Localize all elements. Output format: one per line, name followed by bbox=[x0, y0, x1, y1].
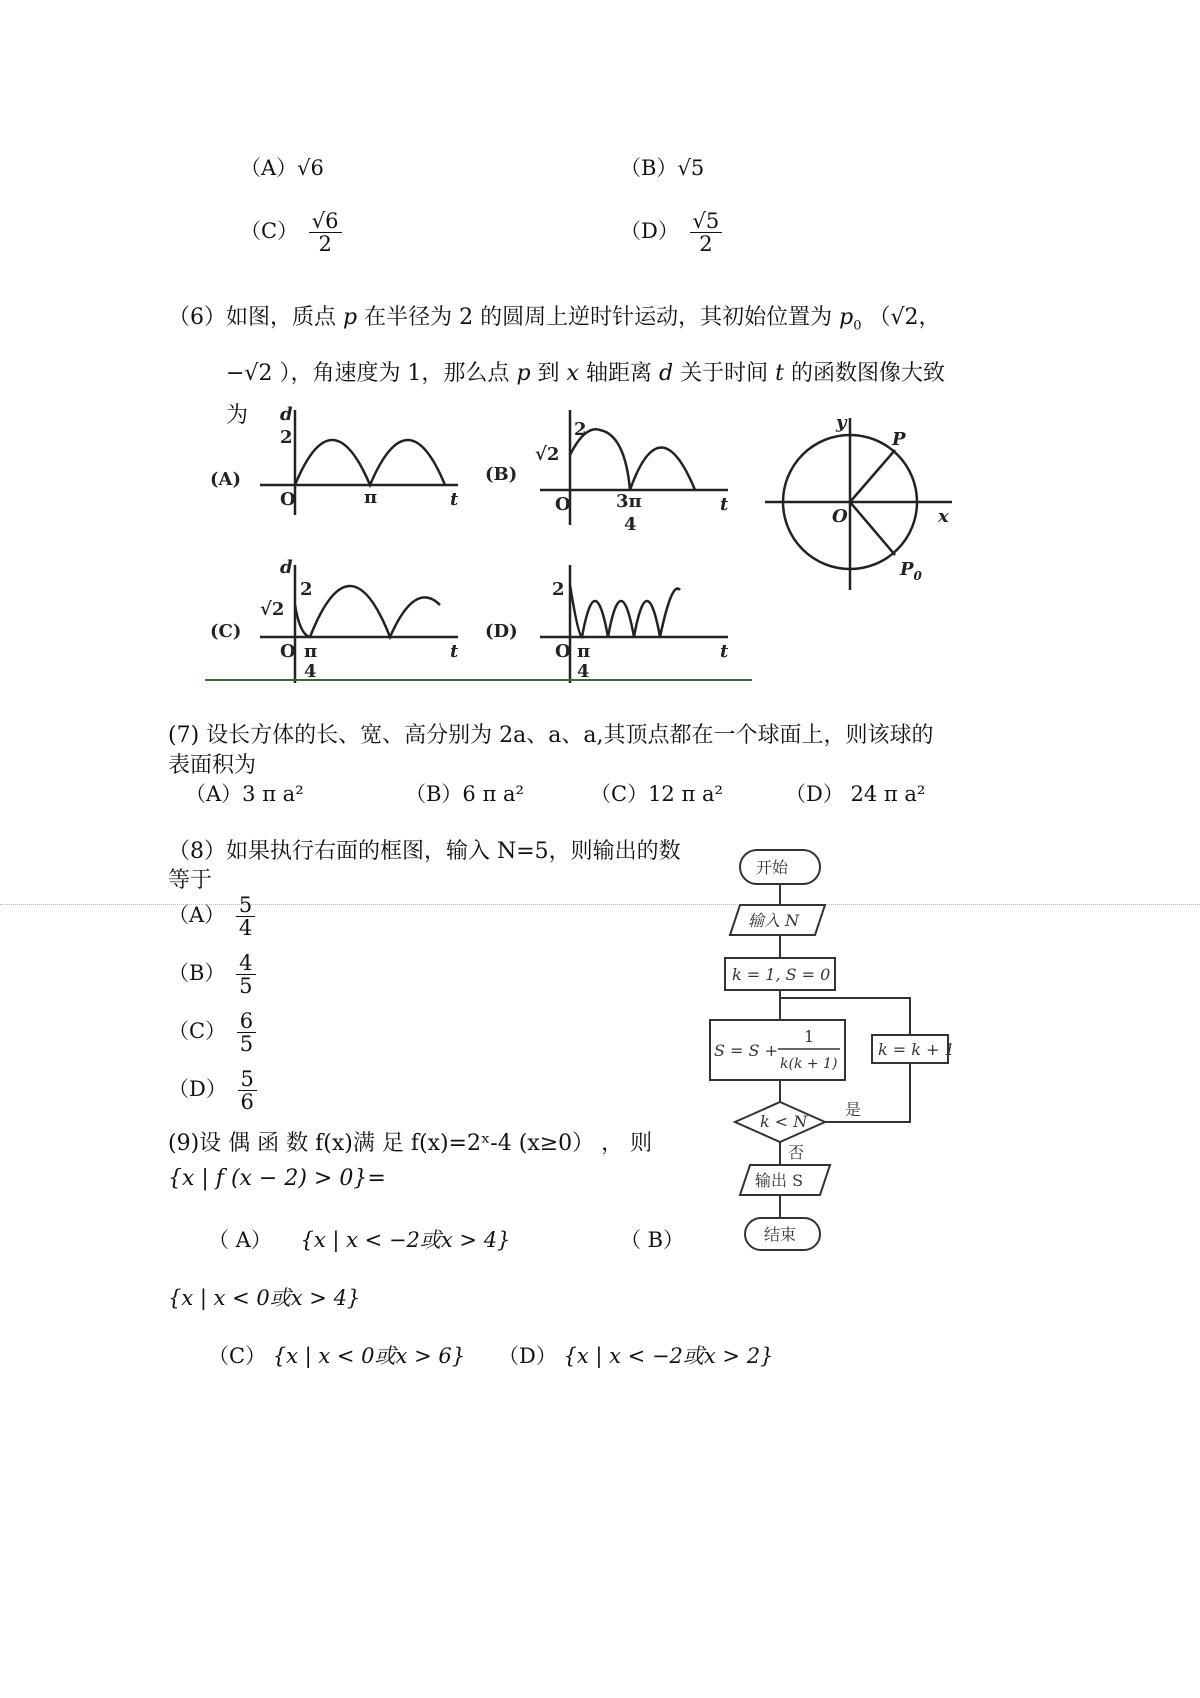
graph-c-d: d bbox=[280, 557, 293, 578]
q8-line1: （8）如果执行右面的框图，输入 N=5，则输出的数 bbox=[168, 839, 681, 864]
q5-option-a: （A）√6 bbox=[240, 156, 324, 180]
q8-line2: 等于 bbox=[168, 868, 213, 893]
flow-assign-num: 1 bbox=[804, 1027, 815, 1046]
circle-p-label: P bbox=[892, 429, 906, 450]
flow-input-text: 输入 N bbox=[748, 911, 800, 930]
graph-b-2: 2 bbox=[574, 419, 587, 440]
flow-cond-text: k < N bbox=[760, 1112, 808, 1131]
q6-line2: −√2 ），角速度为 1，那么点 p 到 x 轴距离 d 关于时间 t 的函数图像大致 bbox=[226, 361, 945, 386]
flow-start-text: 开始 bbox=[756, 858, 789, 877]
q8-option-d: （D） $\frac{5}{6}$ bbox=[168, 1068, 257, 1113]
q6-line3: 为 bbox=[226, 403, 249, 428]
q7-line1: (7) 设长方体的长、宽、高分别为 2a、a、a,其顶点都在一个球面上，则该球的 bbox=[168, 723, 934, 748]
radius-p0 bbox=[850, 502, 895, 555]
graph-b-t: t bbox=[720, 494, 729, 515]
q5-c-fraction: $\frac{√6}{2}$ bbox=[309, 210, 342, 255]
graph-d-pi: π bbox=[577, 641, 591, 662]
q5-option-b: （B）√5 bbox=[620, 156, 705, 180]
radius-p bbox=[850, 450, 895, 502]
graph-d-t: t bbox=[720, 641, 729, 662]
q7-option-b: （B）6 π a² bbox=[405, 782, 524, 806]
graph-d-label: (D) bbox=[485, 621, 518, 642]
graph-d-o: O bbox=[555, 641, 571, 662]
q7-option-d: （D） 24 π a² bbox=[785, 782, 926, 806]
flow-incr-text: k = k + 1 bbox=[878, 1040, 955, 1059]
q6-line1: （6）如图，质点 p 在半径为 2 的圆周上逆时针运动，其初始位置为 $p_0$ （√2， bbox=[168, 305, 941, 334]
q7-option-c: （C）12 π a² bbox=[590, 782, 723, 806]
circle-x-label: x bbox=[938, 506, 949, 527]
graph-b-curve bbox=[570, 429, 695, 490]
q5-d-fraction: $\frac{√5}{2}$ bbox=[690, 210, 723, 255]
graph-b-label: (B) bbox=[485, 464, 518, 485]
q7-option-a: （A）3 π a² bbox=[185, 782, 304, 806]
graph-c-4: 4 bbox=[304, 661, 317, 682]
q8-option-a: （A） $\frac{5}{4}$ bbox=[168, 894, 255, 939]
graph-b-o: O bbox=[555, 494, 571, 515]
q7-line2: 表面积为 bbox=[168, 753, 257, 778]
graph-c-pi: π bbox=[304, 641, 318, 662]
circle-p0-label: $P_0$ bbox=[900, 559, 922, 583]
graph-c-label: (C) bbox=[210, 621, 242, 642]
q8-flowchart bbox=[700, 840, 960, 1260]
graph-a-pi: π bbox=[364, 487, 378, 508]
circle-o-label: O bbox=[832, 506, 848, 527]
graph-c-2: 2 bbox=[300, 579, 313, 600]
flow-end-text: 结束 bbox=[764, 1225, 797, 1244]
q9-line2: {x | f (x − 2) > 0}= bbox=[168, 1166, 386, 1191]
graph-c-curve bbox=[295, 586, 440, 637]
q8-option-b: （B） $\frac{4}{5}$ bbox=[168, 952, 256, 997]
flow-no-label: 否 bbox=[788, 1143, 805, 1162]
q6-graphs bbox=[200, 405, 760, 690]
q5-option-d: （D） $\frac{√5}{2}$ bbox=[620, 210, 722, 255]
q9-option-b-label: （ B） bbox=[620, 1228, 685, 1252]
q9-option-b-value: {x | x < 0或x > 4} bbox=[168, 1286, 361, 1310]
graph-d-4: 4 bbox=[577, 661, 590, 682]
q9-option-c: （C） {x | x < 0或x > 6} bbox=[208, 1344, 466, 1368]
graph-c-sqrt2: √2 bbox=[260, 599, 285, 620]
q6-circle-figure bbox=[760, 410, 960, 600]
q9-option-d: （D） {x | x < −2或x > 2} bbox=[498, 1344, 774, 1368]
graph-a-d: d bbox=[280, 405, 293, 425]
graph-a-label: (A) bbox=[210, 469, 241, 490]
graph-a-curve bbox=[295, 440, 445, 485]
flow-assign-left: S = S + bbox=[714, 1041, 778, 1060]
graph-c-o: O bbox=[280, 641, 296, 662]
graph-a-t: t bbox=[450, 489, 459, 510]
graph-d-2: 2 bbox=[552, 579, 565, 600]
flow-assign-den: k(k + 1) bbox=[780, 1056, 838, 1072]
graph-d-curve bbox=[570, 585, 680, 637]
circle-y-label: y bbox=[836, 412, 847, 433]
flow-yes-label: 是 bbox=[845, 1100, 862, 1119]
q9-option-a: （ A） {x | x < −2或x > 4} bbox=[208, 1228, 511, 1252]
graph-b-sqrt2: √2 bbox=[535, 444, 560, 465]
q5-option-c: （C） $\frac{√6}{2}$ bbox=[240, 210, 342, 255]
q8-option-c: （C） $\frac{6}{5}$ bbox=[168, 1010, 256, 1055]
graph-b-3pi: 3π bbox=[616, 491, 642, 512]
flow-init-text: k = 1, S = 0 bbox=[732, 965, 831, 984]
graph-a-o: O bbox=[280, 489, 296, 510]
graph-a-2: 2 bbox=[280, 427, 293, 448]
q9-line1: (9)设 偶 函 数 f(x)满 足 f(x)=2ˣ-4 (x≥0） ， 则 bbox=[168, 1131, 653, 1156]
graph-b-4: 4 bbox=[624, 514, 637, 535]
graph-c-t: t bbox=[450, 641, 459, 662]
flow-output-text: 输出 S bbox=[755, 1171, 804, 1190]
